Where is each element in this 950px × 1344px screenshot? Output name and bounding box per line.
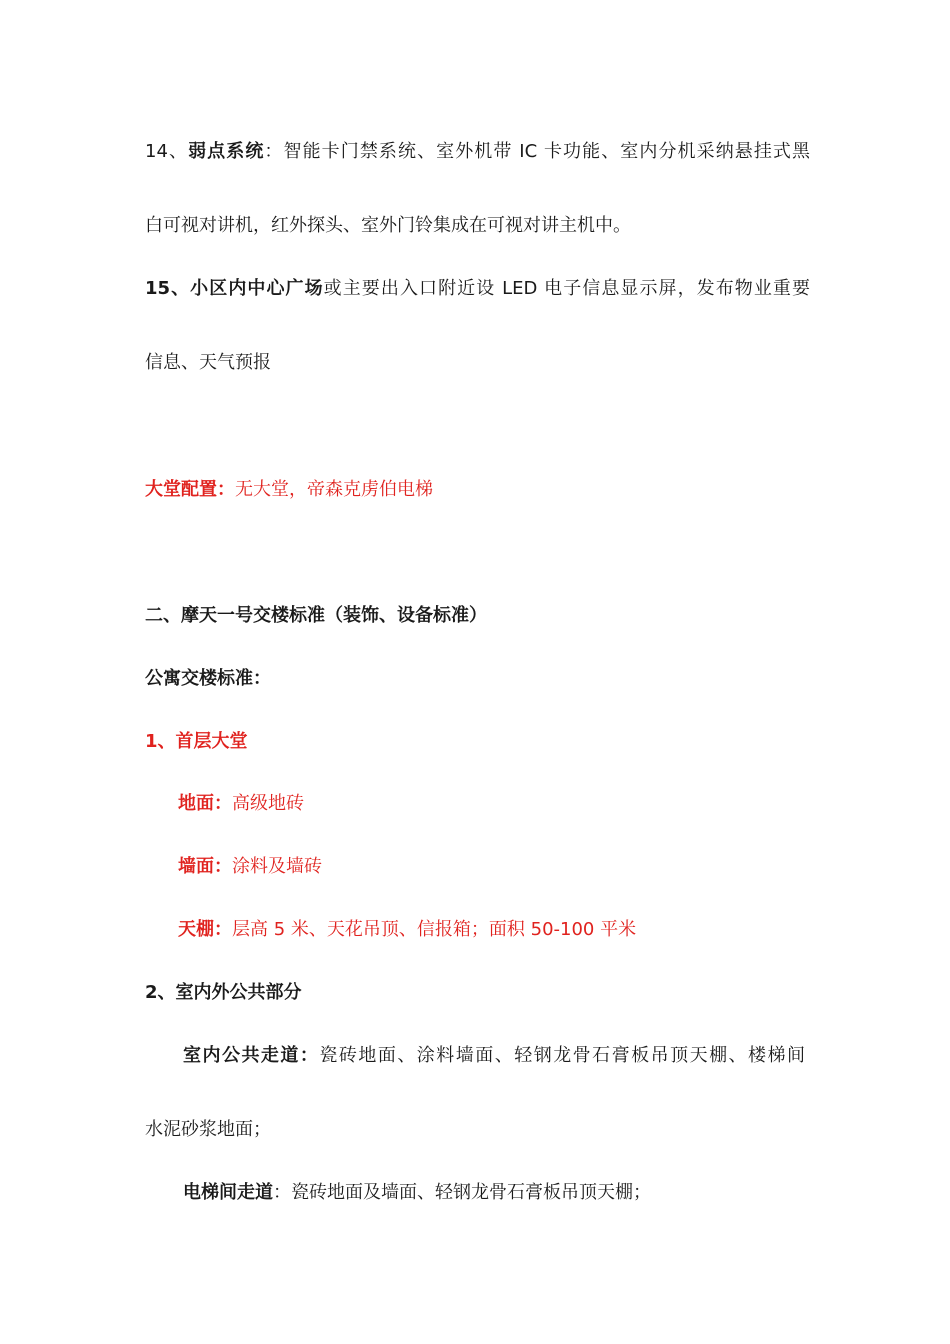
part-1-ceiling-label: 天棚： [178,919,232,940]
item-14-title: 弱点系统 [188,141,265,162]
part-1-floor-value: 高级地砖 [232,793,304,814]
item-14-colon: ： [264,141,284,162]
item-14-number: 14、 [145,141,189,162]
part-2-title: 2、室内外公共部分 [145,982,302,1003]
part-1-title: 1、首层大堂 [145,731,248,752]
section-2-heading: 二、摩天一号交楼标准（装饰、设备标准） [145,605,487,626]
lobby-config-line [145,478,810,502]
item-14-text-1: 智能卡门禁系统、室外机带 IC 卡功能、室内分机采纳悬挂式黑 [283,141,811,162]
part-1-wall-line [178,855,843,879]
part-2-corridor-line-1 [183,1044,805,1068]
part-2-corridor-text-2: 水泥砂浆地面； [145,1119,271,1140]
part-2-corridor-label: 室内公共走道： [183,1045,320,1066]
item-14-line-1 [145,140,810,164]
part-1-ceiling-line [178,918,843,942]
item-15-text-2: 信息、天气预报 [145,352,271,373]
part-1-floor-label: 地面： [178,793,232,814]
item-14-text-2: 白可视对讲机，红外探头、室外门铃集成在可视对讲主机中。 [145,215,631,236]
part-2-elevator-line [183,1181,848,1205]
part-1-wall-value: 涂料及墙砖 [232,856,322,877]
item-15-line-1 [145,277,810,301]
part-2-elevator-colon: ： [273,1182,291,1203]
lobby-config-label: 大堂配置： [145,479,235,500]
section-2-subheading: 公寓交楼标准： [145,668,271,689]
part-2-elevator-value: 瓷砖地面及墙面、轻钢龙骨石膏板吊顶天棚； [291,1182,651,1203]
part-1-ceiling-value: 层高 5 米、天花吊顶、信报箱；面积 50-100 平米 [232,919,637,940]
part-1-wall-label: 墙面： [178,856,232,877]
item-15-text-1: 或主要出入口附近设 LED 电子信息显示屏，发布物业重要 [323,278,810,299]
part-2-elevator-label: 电梯间走道 [183,1182,273,1203]
lobby-config-value: 无大堂，帝森克虏伯电梯 [235,479,433,500]
item-15-title: 15、小区内中心广场 [145,278,324,299]
part-2-corridor-line-2 [145,1118,810,1142]
item-15-line-2 [145,351,810,375]
part-1-floor-line [178,792,843,816]
item-14-line-2 [145,214,810,238]
part-2-corridor-text-1: 瓷砖地面、涂料墙面、轻钢龙骨石膏板吊顶天棚、楼梯间 [319,1045,806,1066]
